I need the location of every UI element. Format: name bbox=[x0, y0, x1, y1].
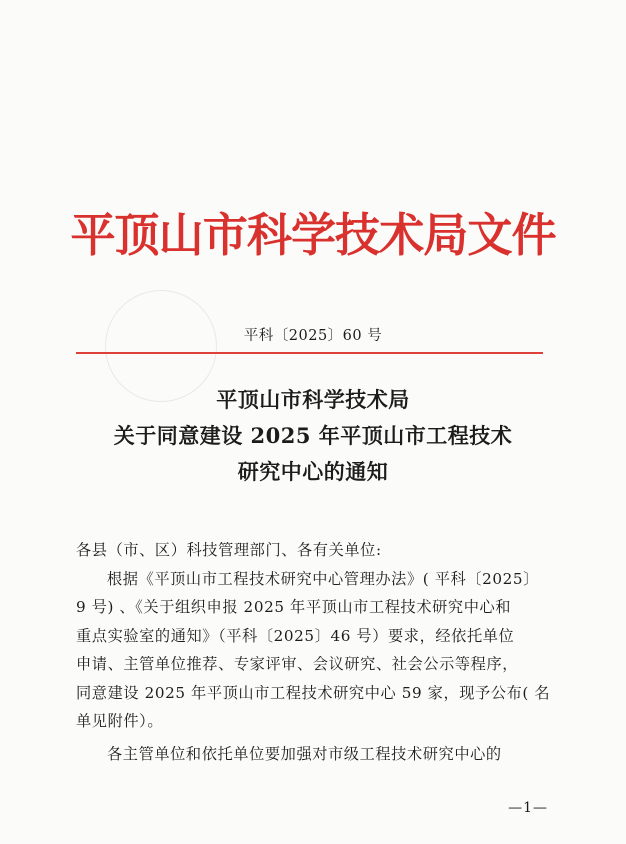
title-line-2: 关于同意建设 2025 年平顶山市工程技术 bbox=[113, 423, 513, 448]
page-number: —1— bbox=[508, 800, 548, 816]
paragraph-1-line-2: 9 号) 、《关于组织申报 2025 年平顶山市工程技术研究中心和 bbox=[76, 598, 512, 616]
paragraph-1-line-6: 单见附件）。 bbox=[76, 712, 164, 730]
title-line-3: 研究中心的通知 bbox=[237, 459, 389, 484]
paragraph-1-line-1: 根据《平顶山市工程技术研究中心管理办法》( 平科〔2025〕 bbox=[107, 569, 539, 588]
paragraph-2-line-1: 各主管单位和依托单位要加强对市级工程技术研究中心的 bbox=[107, 744, 502, 763]
document-body bbox=[76, 536, 556, 768]
salutation: 各县（市、区）科技管理部门、各有关单位: bbox=[76, 541, 382, 559]
paragraph-1-line-4: 申请、主管单位推荐、专家评审、会议研究、社会公示等程序， bbox=[76, 655, 519, 673]
document-number: 平科〔2025〕60 号 bbox=[243, 328, 383, 344]
paragraph-1-line-3: 重点实验室的通知》（平科〔2025〕46 号）要求，经依托单位 bbox=[76, 626, 515, 645]
red-divider-line bbox=[76, 352, 543, 354]
document-title bbox=[0, 382, 626, 490]
document-masthead: 平顶山市科学技术局文件 bbox=[70, 208, 556, 262]
paragraph-1-line-5: 同意建设 2025 年平顶山市工程技术研究中心 59 家，现予公布( 名 bbox=[76, 683, 551, 702]
title-line-1: 平顶山市科学技术局 bbox=[216, 387, 410, 412]
